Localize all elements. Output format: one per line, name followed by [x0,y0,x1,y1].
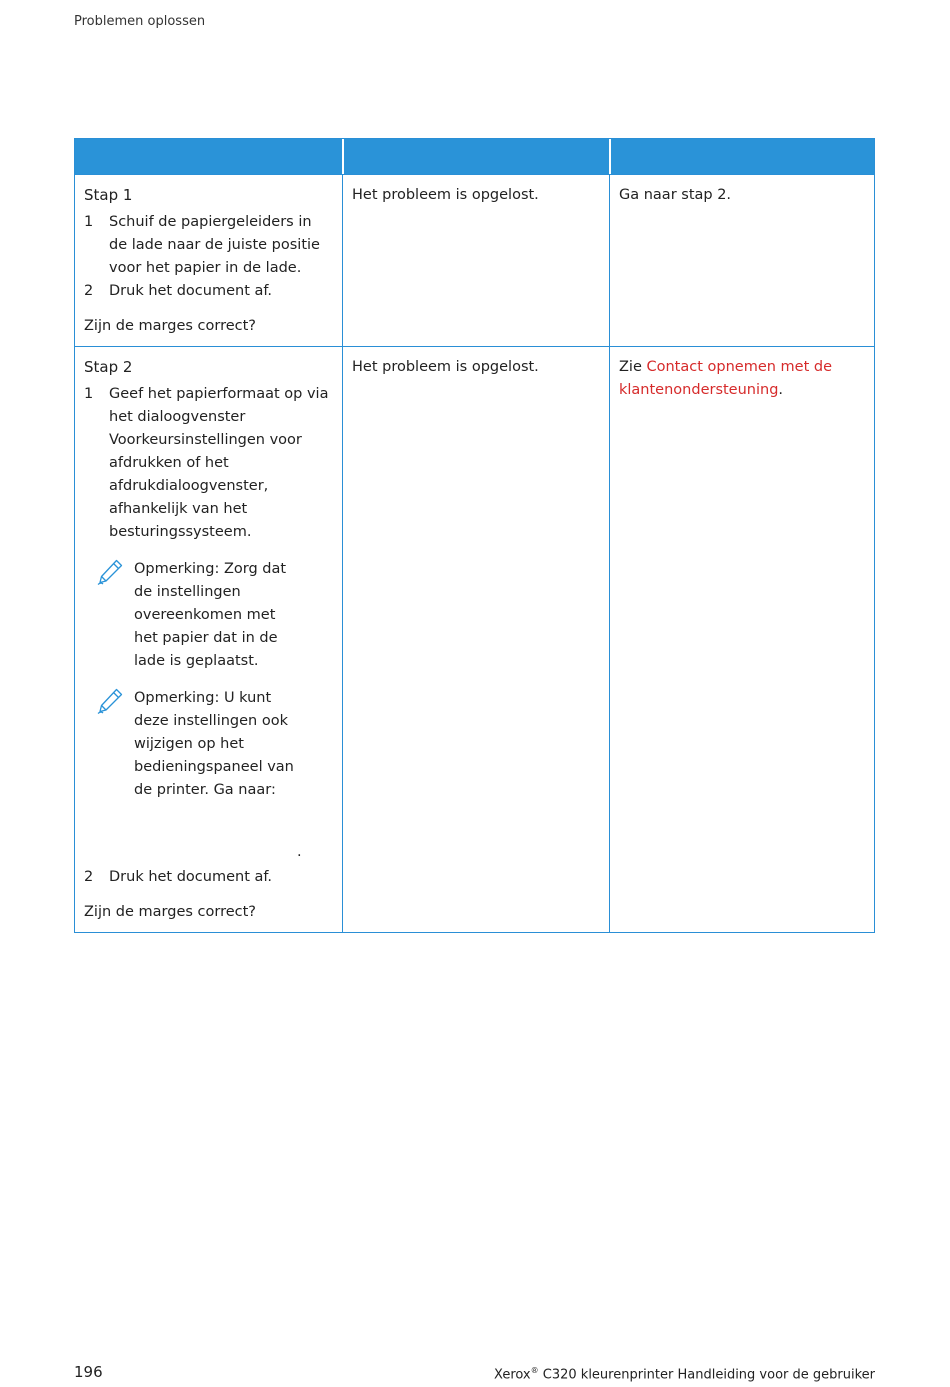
no-cell [609,175,874,346]
table-header-cell-action [75,139,342,174]
list-item [84,383,334,544]
note-block [96,558,334,673]
running-header: Problemen oplossen [74,14,206,29]
list-number: 2 [84,283,94,299]
step-question: Zijn de marges correct? [84,904,256,920]
yes-answer: Het probleem is opgelost. [352,187,539,203]
table-row-step-2 [75,346,874,932]
list-number: 2 [84,869,94,885]
footer-title [494,1366,875,1382]
list-item [84,866,334,889]
step-title: Stap 2 [84,358,133,376]
no-cell [609,347,874,932]
table-row-step-1 [75,174,874,346]
no-answer-suffix: . [778,382,784,398]
note-text: Opmerking: Zorg dat de instellingen overeenkomen met het papier dat in de lade is geplaatst. [134,561,287,669]
no-answer: Ga naar stap 2. [619,187,732,203]
list-item [84,211,334,280]
note-text: Opmerking: U kunt deze instellingen ook wijzigen op het bedieningspaneel van de printer. Ga naar: [134,690,294,798]
list-text: Druk het document af. [109,869,273,885]
menu-path-end: . [297,844,302,860]
no-answer-prefix: Zie [619,359,647,375]
step-title: Stap 1 [84,186,133,204]
troubleshooting-table [74,138,875,933]
contact-support-link[interactable]: Contact opnemen met de klantenondersteuning [619,359,833,398]
table-header-cell-no [609,139,874,174]
list-item [84,280,334,303]
note-block [96,687,334,802]
list-text: Druk het document af. [109,283,273,299]
step-question: Zijn de marges correct? [84,318,256,334]
yes-answer: Het probleem is opgelost. [352,359,539,375]
action-cell [75,175,342,346]
menu-path-line [84,802,334,866]
list-text: Schuif de papiergeleiders in de lade naar de juiste positie voor het papier in de lade. [109,214,320,276]
page-number: 196 [74,1363,103,1381]
registered-mark: ® [530,1366,539,1375]
yes-cell [342,175,609,346]
footer-brand: Xerox [494,1367,531,1383]
yes-cell [342,347,609,932]
footer-doc-title: C320 kleurenprinter Handleiding voor de gebruiker [538,1367,875,1383]
list-text: Geef het papierformaat op via het dialoogvenster Voorkeursinstellingen voor afdrukken of het afdrukdialoogvenster, afhankelijk van het besturingssysteem. [109,386,329,540]
table-header-row [75,139,874,174]
pencil-note-icon [96,558,122,586]
pencil-note-icon [96,687,122,715]
action-cell [75,347,342,932]
list-number: 1 [84,386,94,402]
list-number: 1 [84,214,94,230]
table-header-cell-yes [342,139,609,174]
